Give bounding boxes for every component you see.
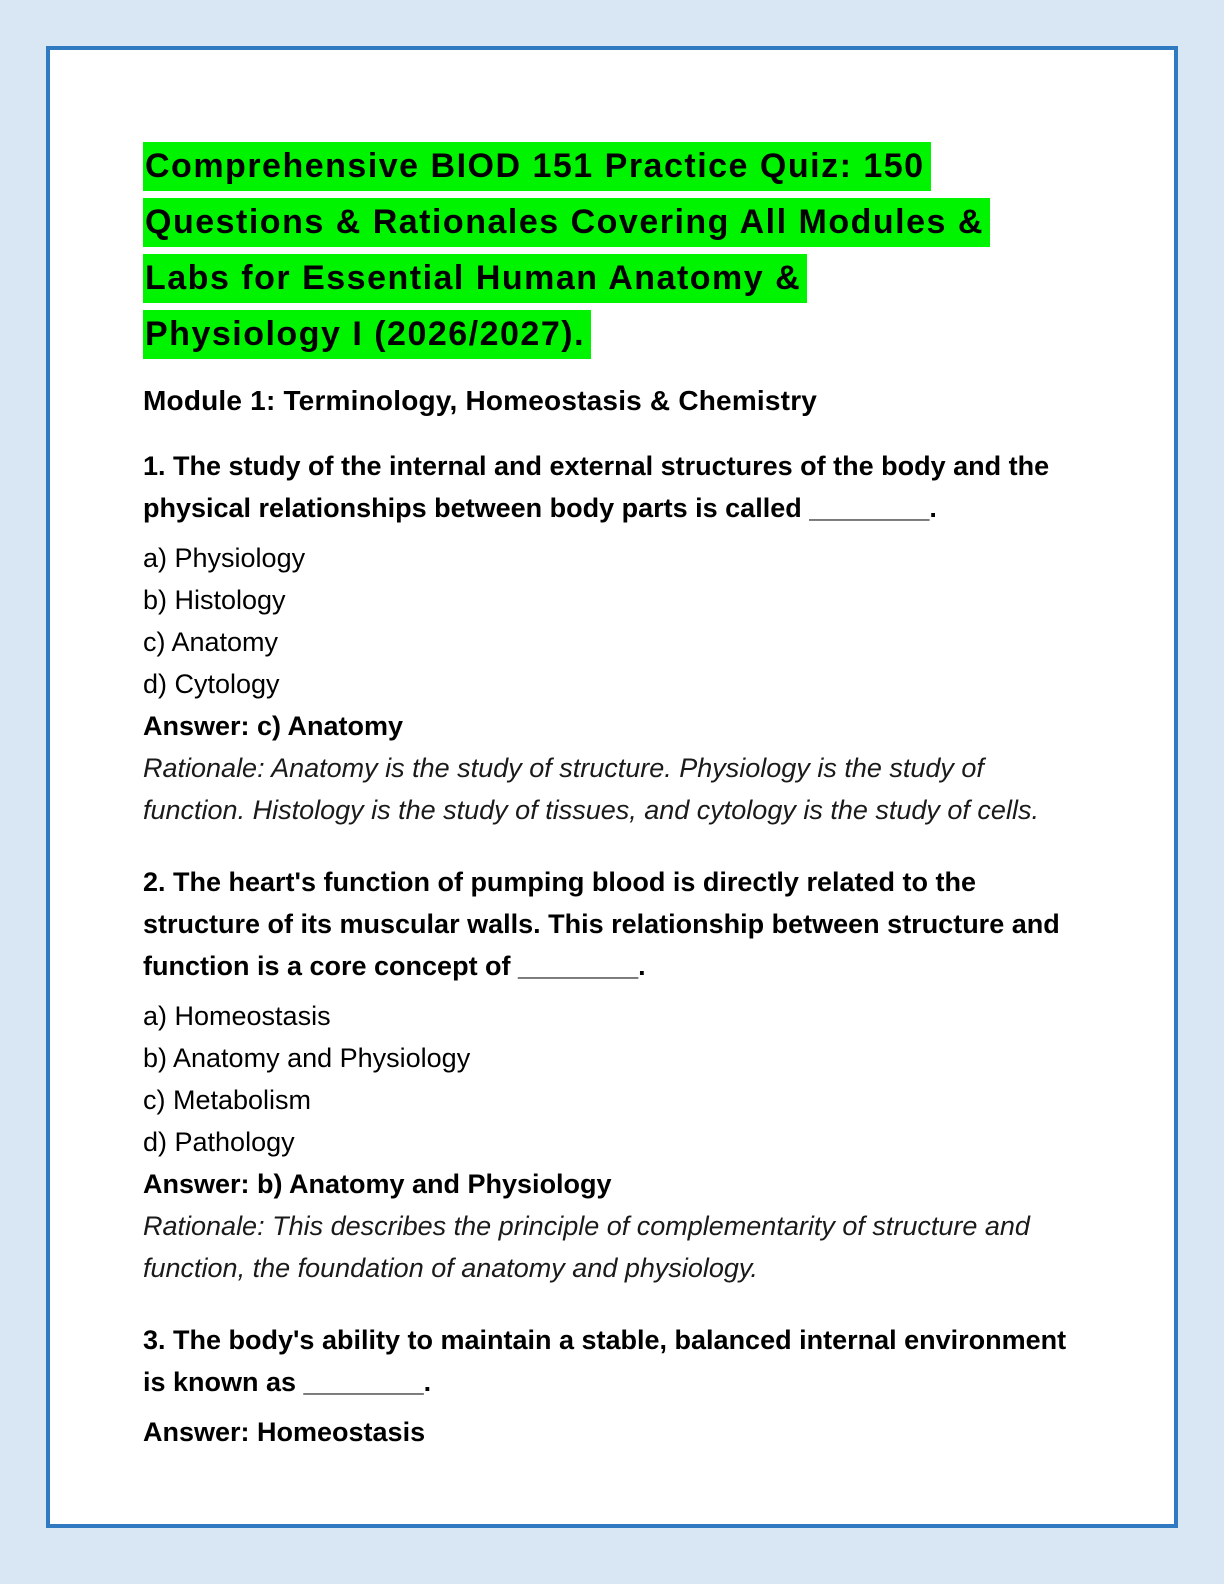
- section-heading: Module 1: Terminology, Homeostasis & Chemistry: [143, 385, 818, 416]
- option-d: d) Pathology: [143, 1127, 295, 1157]
- title-line-3: [143, 254, 1116, 303]
- option-c: c) Metabolism: [143, 1085, 312, 1115]
- option-a: a) Homeostasis: [143, 1001, 331, 1031]
- question-text: 1. The study of the internal and external structures of the body and the physical relationships between body parts is called ________.: [143, 451, 1050, 523]
- document-title: [143, 142, 1116, 359]
- option-b: b) Histology: [143, 585, 286, 615]
- question-3: [143, 1319, 1116, 1453]
- answer-text: Answer: c) Anatomy: [143, 711, 404, 741]
- option-b: b) Anatomy and Physiology: [143, 1043, 471, 1073]
- rationale-text: Rationale: Anatomy is the study of structure. Physiology is the study of function. Histology is the study of tissues, and cytology is the study of cells.: [143, 753, 1039, 825]
- title-highlight: Comprehensive BIOD 151 Practice Quiz: 150: [143, 142, 931, 191]
- question-2: [143, 861, 1116, 1289]
- question-text: 3. The body's ability to maintain a stable, balanced internal environment is known as ________.: [143, 1325, 1067, 1397]
- option-d: d) Cytology: [143, 669, 280, 699]
- title-line-2: [143, 198, 1116, 247]
- title-line-4: [143, 310, 1116, 359]
- document-content: [50, 50, 1174, 1453]
- question-1: [143, 445, 1116, 831]
- document-page: [46, 46, 1178, 1528]
- title-highlight: Questions & Rationales Covering All Modules &: [143, 198, 990, 247]
- option-a: a) Physiology: [143, 543, 306, 573]
- title-highlight: Labs for Essential Human Anatomy &: [143, 254, 807, 303]
- option-c: c) Anatomy: [143, 627, 279, 657]
- title-highlight: Physiology I (2026/2027).: [143, 310, 591, 359]
- answer-text: Answer: b) Anatomy and Physiology: [143, 1169, 612, 1199]
- title-line-1: [143, 142, 1116, 191]
- answer-text: Answer: Homeostasis: [143, 1417, 426, 1447]
- question-text: 2. The heart's function of pumping blood is directly related to the structure of its muscular walls. This relationship between structure and function is a core concept of ________.: [143, 867, 1060, 981]
- rationale-text: Rationale: This describes the principle of complementarity of structure and function, the foundation of anatomy and physiology.: [143, 1211, 1030, 1283]
